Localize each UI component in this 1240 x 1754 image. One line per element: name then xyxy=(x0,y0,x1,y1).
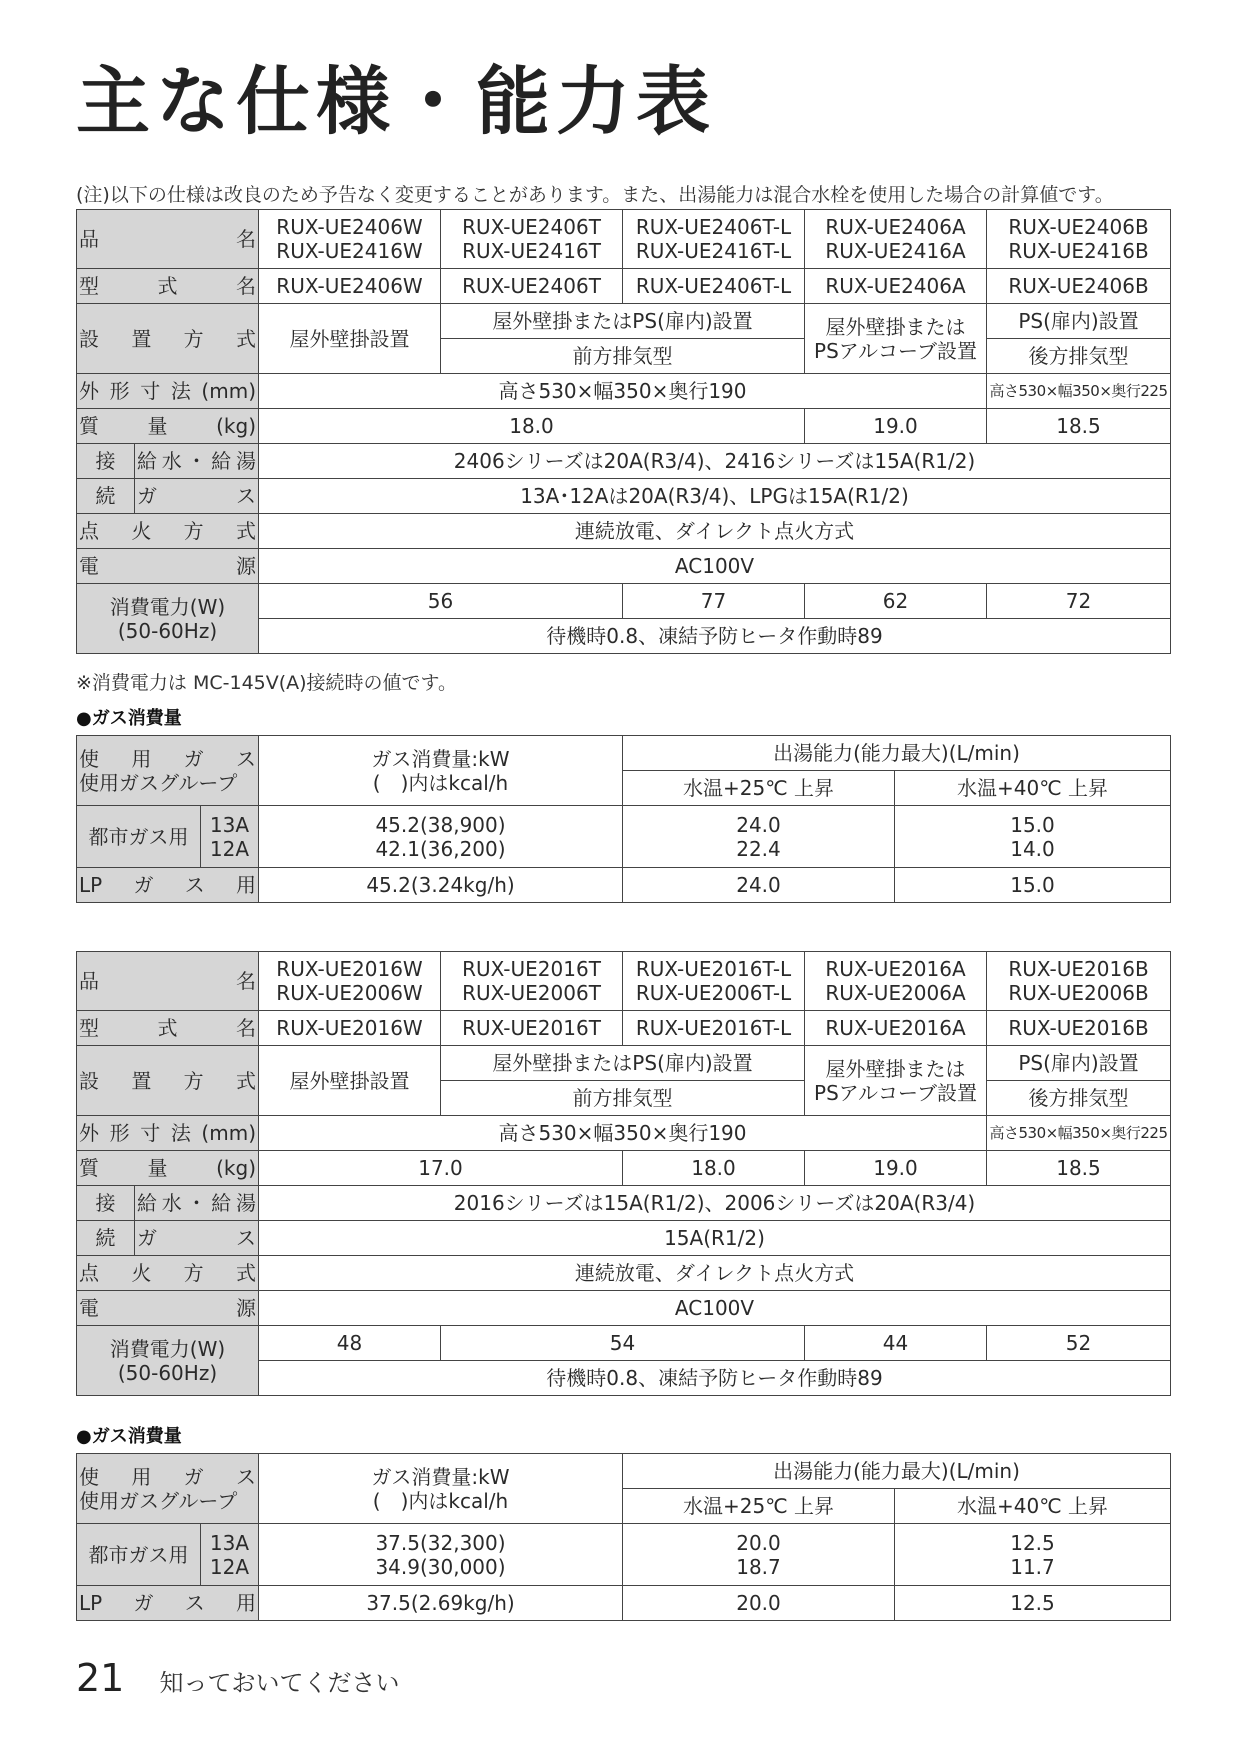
page-footer xyxy=(76,1656,399,1700)
mass-cell: 18.5 xyxy=(987,1151,1171,1186)
dimension-cell: 高さ530×幅350×奥行225 xyxy=(987,1116,1171,1151)
model-cell: RUX-UE2406A RUX-UE2416A xyxy=(805,210,987,269)
install-cell: 屋外壁掛またはPS(扉内)設置 xyxy=(441,1046,805,1081)
type-cell: RUX-UE2406T-L xyxy=(623,269,805,304)
label-shitsuryo: 質量(kg) xyxy=(77,409,259,444)
type-cell: RUX-UE2406A xyxy=(805,269,987,304)
power-cell: 56 xyxy=(259,584,623,619)
capacity-header: 出湯能力(能力最大)(L/min) xyxy=(623,736,1171,771)
consumption-header: ガス消費量:kW ( )内はkcal/h xyxy=(259,736,623,806)
power-cell: 72 xyxy=(987,584,1171,619)
dimension-cell: 高さ530×幅350×奥行225 xyxy=(987,374,1171,409)
rise40-cell: 12.5 11.7 xyxy=(895,1524,1171,1586)
rise40-cell: 15.0 xyxy=(895,868,1171,903)
spec-table-2016 xyxy=(76,951,1171,1396)
type-cell: RUX-UE2016A xyxy=(805,1011,987,1046)
type-cell: RUX-UE2016T-L xyxy=(623,1011,805,1046)
gas-table-2406 xyxy=(76,735,1171,903)
dimension-cell: 高さ530×幅350×奥行190 xyxy=(259,1116,987,1151)
label-gaikei: 外形寸法(mm) xyxy=(77,1116,259,1151)
mass-cell: 18.5 xyxy=(987,409,1171,444)
install-cell: 屋外壁掛または PSアルコーブ設置 xyxy=(805,1046,987,1116)
label-city-gas: 都市ガス用 xyxy=(77,806,201,868)
label-katashiki: 型式名 xyxy=(77,1011,259,1046)
model-cell: RUX-UE2406B RUX-UE2416B xyxy=(987,210,1171,269)
type-cell: RUX-UE2406W xyxy=(259,269,441,304)
rise40-header: 水温+40℃ 上昇 xyxy=(895,1489,1171,1524)
page-title: 主な仕様・能力表 xyxy=(76,59,716,145)
label-setchi: 設置方式 xyxy=(77,304,259,374)
exhaust-cell: 後方排気型 xyxy=(987,339,1171,374)
label-katashiki: 型式名 xyxy=(77,269,259,304)
label-gas-group: 使用ガス 使用ガスグループ xyxy=(77,736,259,806)
label-setsu: 接 xyxy=(77,1186,135,1221)
model-cell: RUX-UE2406T RUX-UE2416T xyxy=(441,210,623,269)
exhaust-cell: 前方排気型 xyxy=(441,339,805,374)
power-cell: 44 xyxy=(805,1326,987,1361)
mass-cell: 19.0 xyxy=(805,409,987,444)
exhaust-cell: 前方排気型 xyxy=(441,1081,805,1116)
rise40-cell: 12.5 xyxy=(895,1586,1171,1621)
label-kyusui: 給水・給湯 xyxy=(135,444,259,479)
capacity-header: 出湯能力(能力最大)(L/min) xyxy=(623,1454,1171,1489)
power-cell: 54 xyxy=(441,1326,805,1361)
ignition-cell: 連続放電、ダイレクト点火方式 xyxy=(259,1256,1171,1291)
gas-connection-cell: 15A(R1/2) xyxy=(259,1221,1171,1256)
label-shohi: 消費電力(W) (50-60Hz) xyxy=(77,1326,259,1396)
standby-power-cell: 待機時0.8、凍結予防ヒータ作動時89 xyxy=(259,619,1171,654)
label-shohi: 消費電力(W) (50-60Hz) xyxy=(77,584,259,654)
type-cell: RUX-UE2016W xyxy=(259,1011,441,1046)
label-gas-group: 使用ガス 使用ガスグループ xyxy=(77,1454,259,1524)
dimension-cell: 高さ530×幅350×奥行190 xyxy=(259,374,987,409)
consumption-cell: 37.5(2.69kg/h) xyxy=(259,1586,623,1621)
label-zoku: 続 xyxy=(77,479,135,514)
label-dengen: 電源 xyxy=(77,549,259,584)
rise25-cell: 20.0 18.7 xyxy=(623,1524,895,1586)
exhaust-cell: 後方排気型 xyxy=(987,1081,1171,1116)
rise25-cell: 24.0 22.4 xyxy=(623,806,895,868)
label-setsu: 接 xyxy=(77,444,135,479)
rise25-cell: 20.0 xyxy=(623,1586,895,1621)
standby-power-cell: 待機時0.8、凍結予防ヒータ作動時89 xyxy=(259,1361,1171,1396)
label-hinmei: 品名 xyxy=(77,210,259,269)
power-cell: 52 xyxy=(987,1326,1171,1361)
page-number: 21 xyxy=(76,1656,125,1700)
label-gas-types: 13A 12A xyxy=(201,1524,259,1586)
model-cell: RUX-UE2016B RUX-UE2006B xyxy=(987,952,1171,1011)
label-tenka: 点火方式 xyxy=(77,514,259,549)
model-cell: RUX-UE2016W RUX-UE2006W xyxy=(259,952,441,1011)
water-connection-cell: 2406シリーズは20A(R3/4)、2416シリーズは15A(R1/2) xyxy=(259,444,1171,479)
label-city-gas: 都市ガス用 xyxy=(77,1524,201,1586)
label-gas: ガス xyxy=(135,479,259,514)
model-cell: RUX-UE2406W RUX-UE2416W xyxy=(259,210,441,269)
install-cell: 屋外壁掛設置 xyxy=(259,1046,441,1116)
label-gaikei: 外形寸法(mm) xyxy=(77,374,259,409)
install-cell: 屋外壁掛またはPS(扉内)設置 xyxy=(441,304,805,339)
water-connection-cell: 2016シリーズは15A(R1/2)、2006シリーズは20A(R3/4) xyxy=(259,1186,1171,1221)
type-cell: RUX-UE2406T xyxy=(441,269,623,304)
install-cell: 屋外壁掛または PSアルコーブ設置 xyxy=(805,304,987,374)
label-shitsuryo: 質量(kg) xyxy=(77,1151,259,1186)
power-footnote: ※消費電力は MC-145V(A)接続時の値です。 xyxy=(76,672,458,694)
label-zoku: 続 xyxy=(77,1221,135,1256)
label-tenka: 点火方式 xyxy=(77,1256,259,1291)
gas-section-heading: ●ガス消費量 xyxy=(76,1426,182,1447)
section-label: 知っておいてください xyxy=(159,1669,400,1697)
label-gas-types: 13A 12A xyxy=(201,806,259,868)
mass-cell: 18.0 xyxy=(623,1151,805,1186)
label-lp-gas: LPガス用 xyxy=(77,1586,259,1621)
install-cell: PS(扉内)設置 xyxy=(987,1046,1171,1081)
label-hinmei: 品名 xyxy=(77,952,259,1011)
power-cell: 62 xyxy=(805,584,987,619)
type-cell: RUX-UE2406B xyxy=(987,269,1171,304)
gas-table-2016 xyxy=(76,1453,1171,1621)
install-cell: 屋外壁掛設置 xyxy=(259,304,441,374)
ignition-cell: 連続放電、ダイレクト点火方式 xyxy=(259,514,1171,549)
label-gas: ガス xyxy=(135,1221,259,1256)
rise40-header: 水温+40℃ 上昇 xyxy=(895,771,1171,806)
rise40-cell: 15.0 14.0 xyxy=(895,806,1171,868)
model-cell: RUX-UE2406T-L RUX-UE2416T-L xyxy=(623,210,805,269)
install-cell: PS(扉内)設置 xyxy=(987,304,1171,339)
label-setchi: 設置方式 xyxy=(77,1046,259,1116)
spec-note: (注)以下の仕様は改良のため予告なく変更することがあります。また、出湯能力は混合水栓を使用した場合の計算値です。 xyxy=(76,184,1114,206)
label-lp-gas: LPガス用 xyxy=(77,868,259,903)
rise25-header: 水温+25℃ 上昇 xyxy=(623,771,895,806)
mass-cell: 19.0 xyxy=(805,1151,987,1186)
consumption-header: ガス消費量:kW ( )内はkcal/h xyxy=(259,1454,623,1524)
spec-table-2406 xyxy=(76,209,1171,654)
mass-cell: 17.0 xyxy=(259,1151,623,1186)
model-cell: RUX-UE2016T-L RUX-UE2006T-L xyxy=(623,952,805,1011)
gas-connection-cell: 13A･12Aは20A(R3/4)、LPGは15A(R1/2) xyxy=(259,479,1171,514)
gas-section-heading: ●ガス消費量 xyxy=(76,708,182,729)
rise25-header: 水温+25℃ 上昇 xyxy=(623,1489,895,1524)
consumption-cell: 45.2(3.24kg/h) xyxy=(259,868,623,903)
power-source-cell: AC100V xyxy=(259,1291,1171,1326)
type-cell: RUX-UE2016B xyxy=(987,1011,1171,1046)
power-source-cell: AC100V xyxy=(259,549,1171,584)
consumption-cell: 37.5(32,300) 34.9(30,000) xyxy=(259,1524,623,1586)
consumption-cell: 45.2(38,900) 42.1(36,200) xyxy=(259,806,623,868)
label-kyusui: 給水・給湯 xyxy=(135,1186,259,1221)
model-cell: RUX-UE2016A RUX-UE2006A xyxy=(805,952,987,1011)
mass-cell: 18.0 xyxy=(259,409,805,444)
power-cell: 77 xyxy=(623,584,805,619)
label-dengen: 電源 xyxy=(77,1291,259,1326)
model-cell: RUX-UE2016T RUX-UE2006T xyxy=(441,952,623,1011)
type-cell: RUX-UE2016T xyxy=(441,1011,623,1046)
power-cell: 48 xyxy=(259,1326,441,1361)
rise25-cell: 24.0 xyxy=(623,868,895,903)
